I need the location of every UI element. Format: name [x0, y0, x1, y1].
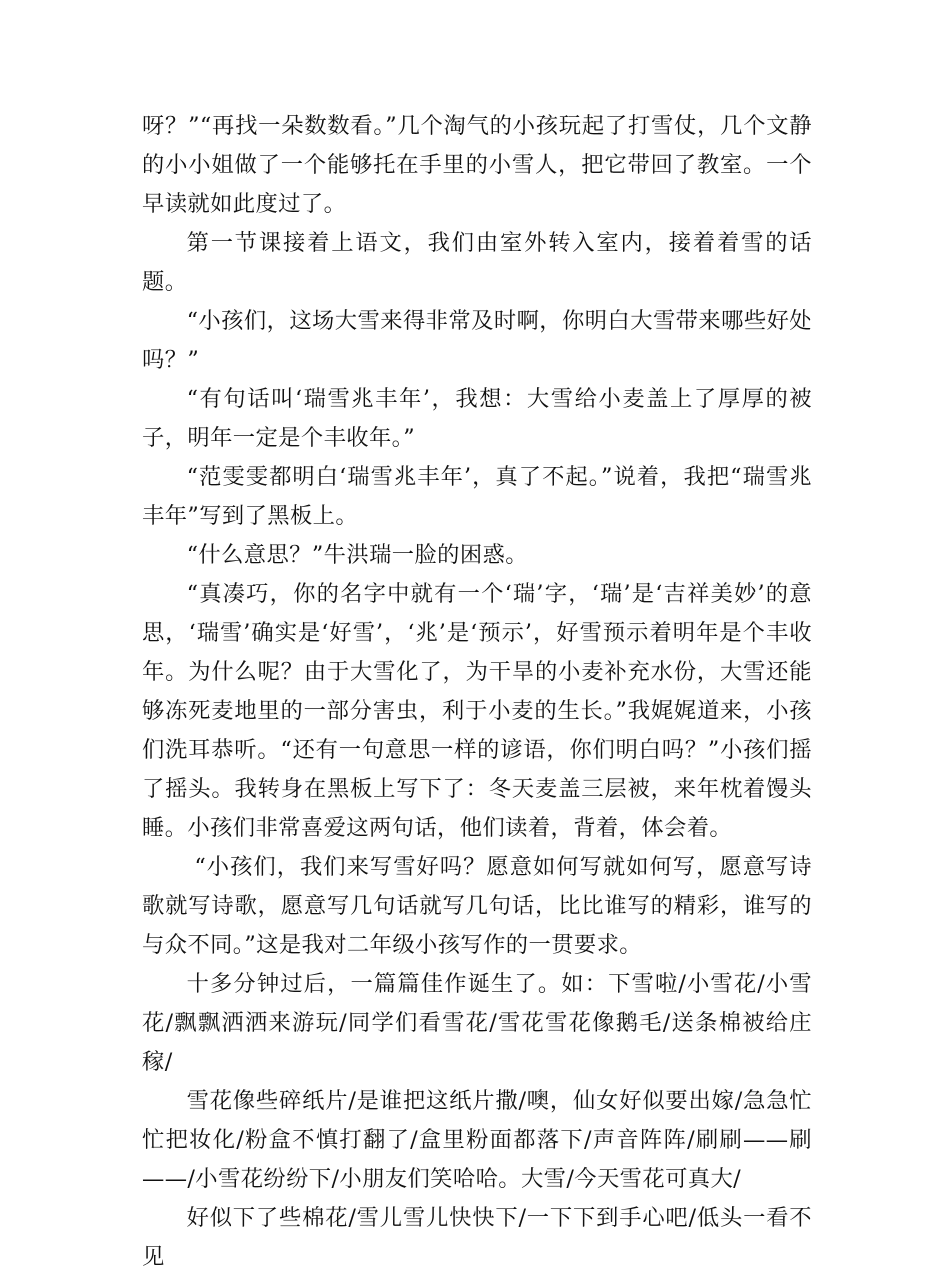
paragraph-8: “小孩们，我们来写雪好吗？愿意如何写就如何写，愿意写诗歌就写诗歌，愿意写几句话就写几句话，比比谁写的精彩，谁写的与众不同。”这是我对二年级小孩写作的一贯要求。	[142, 854, 812, 958]
paragraph-4: “有句话叫‘瑞雪兆丰年’，我想：大雪给小麦盖上了厚厚的被子，明年一定是个丰收年。”	[142, 386, 812, 451]
paragraph-7: “真凑巧，你的名字中就有一个‘瑞’字，‘瑞’是‘吉祥美妙’的意思，‘瑞雪’确实是‘好雪’，‘兆’是‘预示’，好雪预示着明年是个丰收年。为什么呢？由于大雪化了，为干旱的小麦补充水份，大雪还能够冻死麦地里的一部分害虫，利于小麦的生长。”我娓娓道来，小孩们洗耳恭听。“还有一句意思一样的谚语，你们明白吗？”小孩们摇了摇头。我转身在黑板上写下了：冬天麦盖三层被，来年枕着馒头睡。小孩们非常喜爱这两句话，他们读着，背着，体会着。	[142, 581, 812, 841]
paragraph-5: “范雯雯都明白‘瑞雪兆丰年’，真了不起。”说着，我把“瑞雪兆丰年”写到了黑板上。	[142, 464, 812, 529]
paragraph-6: “什么意思？”牛洪瑞一脸的困惑。	[186, 542, 528, 568]
document-body	[142, 107, 812, 1277]
paragraph-1: 呀？”“再找一朵数数看。”几个淘气的小孩玩起了打雪仗，几个文静的小小姐做了一个能够托在手里的小雪人，把它带回了教室。一个早读就如此度过了。	[142, 113, 812, 217]
paragraph-2: 第一节课接着上语文，我们由室外转入室内，接着着雪的话题。	[142, 230, 812, 295]
paragraph-11: 好似下了些棉花/雪儿雪儿快快下/一下下到手心吧/低头一看不见	[142, 1205, 812, 1270]
paragraph-10: 雪花像些碎纸片/是谁把这纸片撒/噢，仙女好似要出嫁/急急忙忙把妆化/粉盒不慎打翻了/盒里粉面都落下/声音阵阵/刷刷——刷——/小雪花纷纷下/小朋友们笑哈哈。大雪/今天雪花可真大/	[142, 1088, 812, 1192]
paragraph-3: “小孩们，这场大雪来得非常及时啊，你明白大雪带来哪些好处吗？”	[142, 308, 812, 373]
paragraph-9: 十多分钟过后，一篇篇佳作诞生了。如：下雪啦/小雪花/小雪花/飘飘洒洒来游玩/同学们看雪花/雪花雪花像鹅毛/送条棉被给庄稼/	[142, 971, 812, 1075]
